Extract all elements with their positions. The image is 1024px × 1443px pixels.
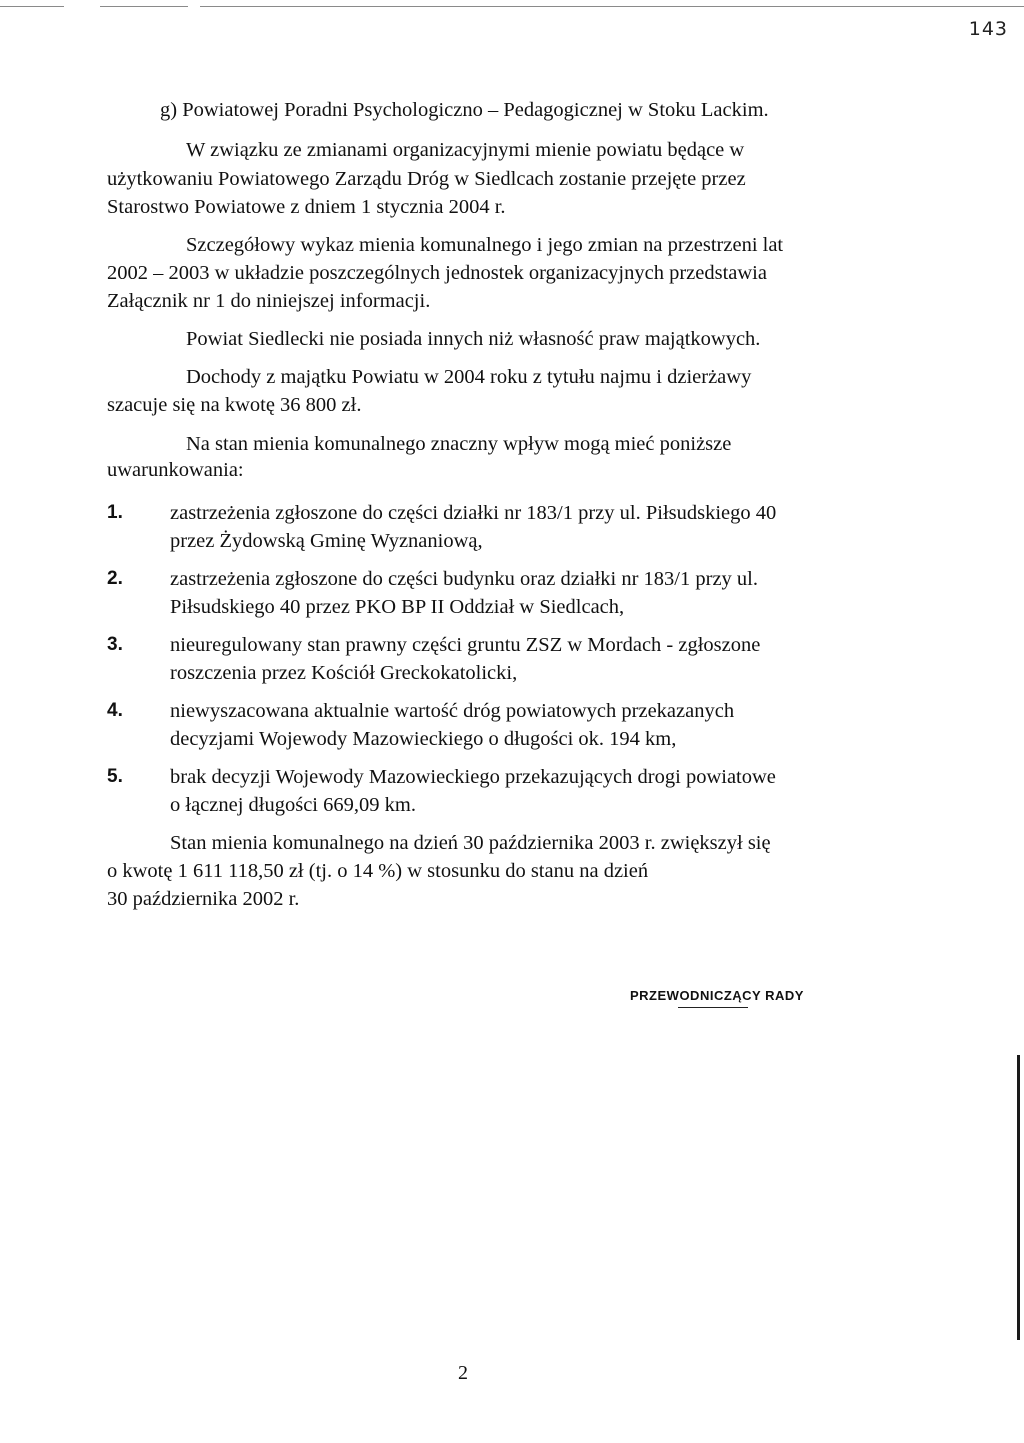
list-item-number: 1. [107, 502, 123, 523]
paragraph-line: uwarunkowania: [107, 459, 244, 481]
list-item-text: o łącznej długości 669,09 km. [170, 794, 416, 816]
list-item-text: Piłsudskiego 40 przez PKO BP II Oddział w Siedlcach, [170, 596, 625, 618]
paragraph-line: Powiat Siedlecki nie posiada innych niż własność praw majątkowych. [186, 328, 761, 350]
chairman-stamp: PRZEWODNICZĄCY RADY [630, 988, 804, 1003]
list-item-text: niewyszacowana aktualnie wartość dróg powiatowych przekazanych [170, 700, 735, 722]
paragraph-line: Stan mienia komunalnego na dzień 30 października 2003 r. zwiększył się [170, 832, 771, 854]
stamp-underline [678, 1007, 748, 1008]
paragraph-line: Dochody z majątku Powiatu w 2004 roku z tytułu najmu i dzierżawy [186, 366, 752, 388]
paragraph-line: Na stan mienia komunalnego znaczny wpływ mogą mieć poniższe [186, 433, 732, 455]
list-item-text: nieuregulowany stan prawny części gruntu ZSZ w Mordach - zgłoszone [170, 634, 761, 656]
list-item-text: zastrzeżenia zgłoszone do części działki nr 183/1 przy ul. Piłsudskiego 40 [170, 502, 777, 524]
scan-edge-mark [1017, 1055, 1020, 1340]
list-item-number: 2. [107, 568, 123, 589]
page-number: 2 [458, 1362, 468, 1384]
paragraph-line: 2002 – 2003 w układzie poszczególnych jednostek organizacyjnych przedstawia [107, 262, 767, 284]
list-item-number: 3. [107, 634, 123, 655]
list-item-number: 4. [107, 700, 123, 721]
scan-line-middle [100, 6, 188, 7]
paragraph-line: Załącznik nr 1 do niniejszej informacji. [107, 290, 431, 312]
paragraph-line: W związku ze zmianami organizacyjnymi mienie powiatu będące w [186, 139, 745, 161]
paragraph-line: szacuje się na kwotę 36 800 zł. [107, 394, 362, 416]
paragraph-line: użytkowaniu Powiatowego Zarządu Dróg w Siedlcach zostanie przejęte przez [107, 168, 746, 190]
list-item-text: zastrzeżenia zgłoszone do części budynku oraz działki nr 183/1 przy ul. [170, 568, 759, 590]
handwritten-page-number: 143 [968, 18, 1008, 40]
scan-line-left [0, 6, 64, 7]
list-item-text: brak decyzji Wojewody Mazowieckiego przekazujących drogi powiatowe [170, 766, 776, 788]
paragraph-line: Starostwo Powiatowe z dniem 1 stycznia 2004 r. [107, 196, 506, 218]
list-item-g: g) Powiatowej Poradni Psychologiczno – Pedagogicznej w Stoku Lackim. [160, 99, 769, 121]
paragraph-line: o kwotę 1 611 118,50 zł (tj. o 14 %) w stosunku do stanu na dzień [107, 860, 649, 882]
list-item-text: przez Żydowską Gminę Wyznaniową, [170, 530, 483, 552]
list-item-text: decyzjami Wojewody Mazowieckiego o długości ok. 194 km, [170, 728, 677, 750]
list-item-text: roszczenia przez Kościół Greckokatolicki, [170, 662, 518, 684]
list-item-number: 5. [107, 766, 123, 787]
paragraph-line: Szczegółowy wykaz mienia komunalnego i jego zmian na przestrzeni lat [186, 234, 784, 256]
paragraph-line: 30 października 2002 r. [107, 888, 300, 910]
scan-line-right [200, 6, 1024, 7]
